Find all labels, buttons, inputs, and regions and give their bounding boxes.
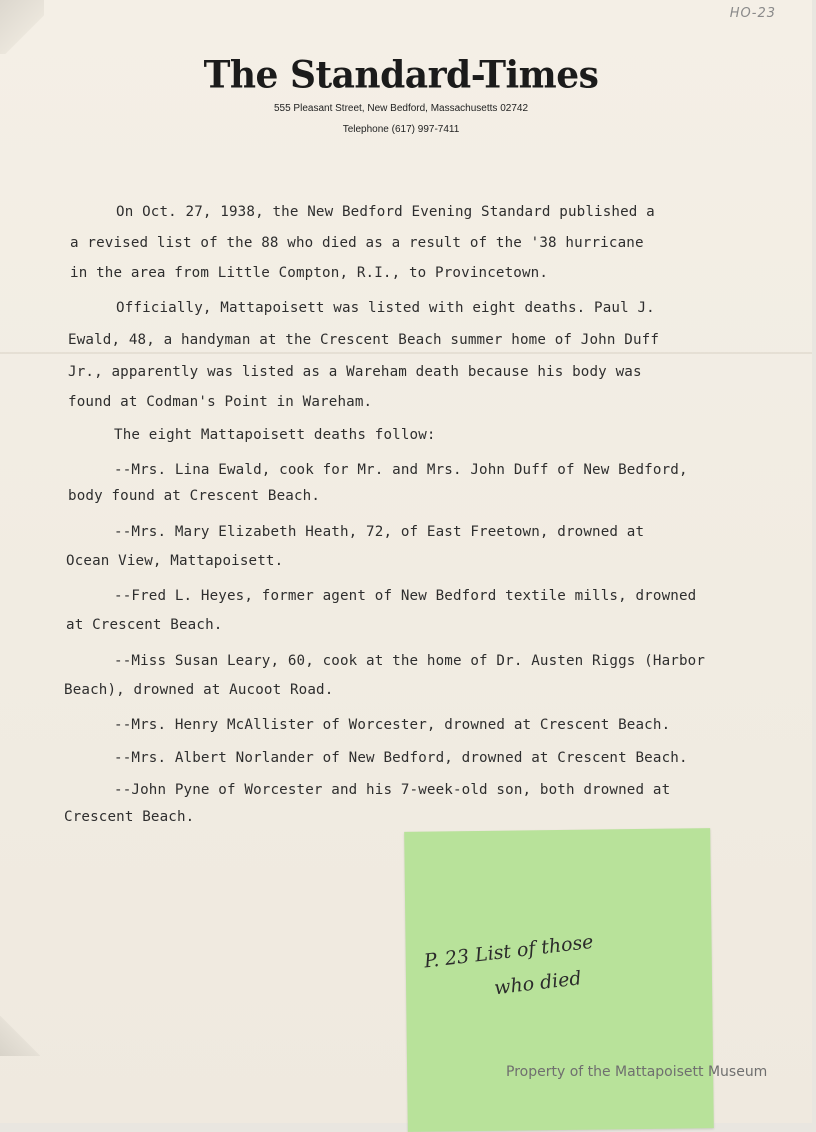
body-line: On Oct. 27, 1938, the New Bedford Evening Standard published a [116,204,655,220]
body-line: --Miss Susan Leary, 60, cook at the home of Dr. Austen Riggs (Harbor [114,653,706,669]
sticky-note [404,828,714,1132]
body-line: at Crescent Beach. [66,617,223,633]
body-line: The eight Mattapoisett deaths follow: [114,427,436,443]
sticky-note-line: P. 23 List of those [422,930,595,973]
body-line: --Fred L. Heyes, former agent of New Bedford textile mills, drowned [114,588,697,604]
body-line: found at Codman's Point in Wareham. [68,394,373,410]
body-line: Crescent Beach. [64,809,195,825]
body-line: Officially, Mattapoisett was listed with eight deaths. Paul J. [116,300,655,316]
museum-watermark: Property of the Mattapoisett Museum [506,1064,768,1080]
letterhead [0,54,802,138]
body-line: Beach), drowned at Aucoot Road. [64,682,334,698]
letterhead-telephone: Telephone (617) 997-7411 [342,124,460,135]
sticky-note-line: who died [493,967,583,1000]
corner-handwritten-note: HO-23 [729,6,776,21]
body-line: --Mrs. Lina Ewald, cook for Mr. and Mrs. John Duff of New Bedford, [114,462,688,478]
letterhead-address: 555 Pleasant Street, New Bedford, Massachusetts 02742 [273,103,529,114]
body-line: Jr., apparently was listed as a Wareham death because his body was [68,364,642,380]
body-line: --Mrs. Albert Norlander of New Bedford, drowned at Crescent Beach. [114,750,688,766]
body-line: --Mrs. Henry McAllister of Worcester, drowned at Crescent Beach. [114,717,671,733]
body-line: Ocean View, Mattapoisett. [66,553,284,569]
body-line: in the area from Little Compton, R.I., to Provincetown. [70,265,549,281]
body-line: a revised list of the 88 who died as a result of the '38 hurricane [70,235,644,251]
body-line: body found at Crescent Beach. [68,488,321,504]
body-line: --John Pyne of Worcester and his 7-week-old son, both drowned at [114,782,671,798]
newspaper-logo: The Standard-Times [203,52,599,98]
torn-corner-bottom [0,1016,40,1056]
body-line: --Mrs. Mary Elizabeth Heath, 72, of East Freetown, drowned at [114,524,645,540]
torn-corner [0,0,44,54]
body-line: Ewald, 48, a handyman at the Crescent Beach summer home of John Duff [68,332,660,348]
